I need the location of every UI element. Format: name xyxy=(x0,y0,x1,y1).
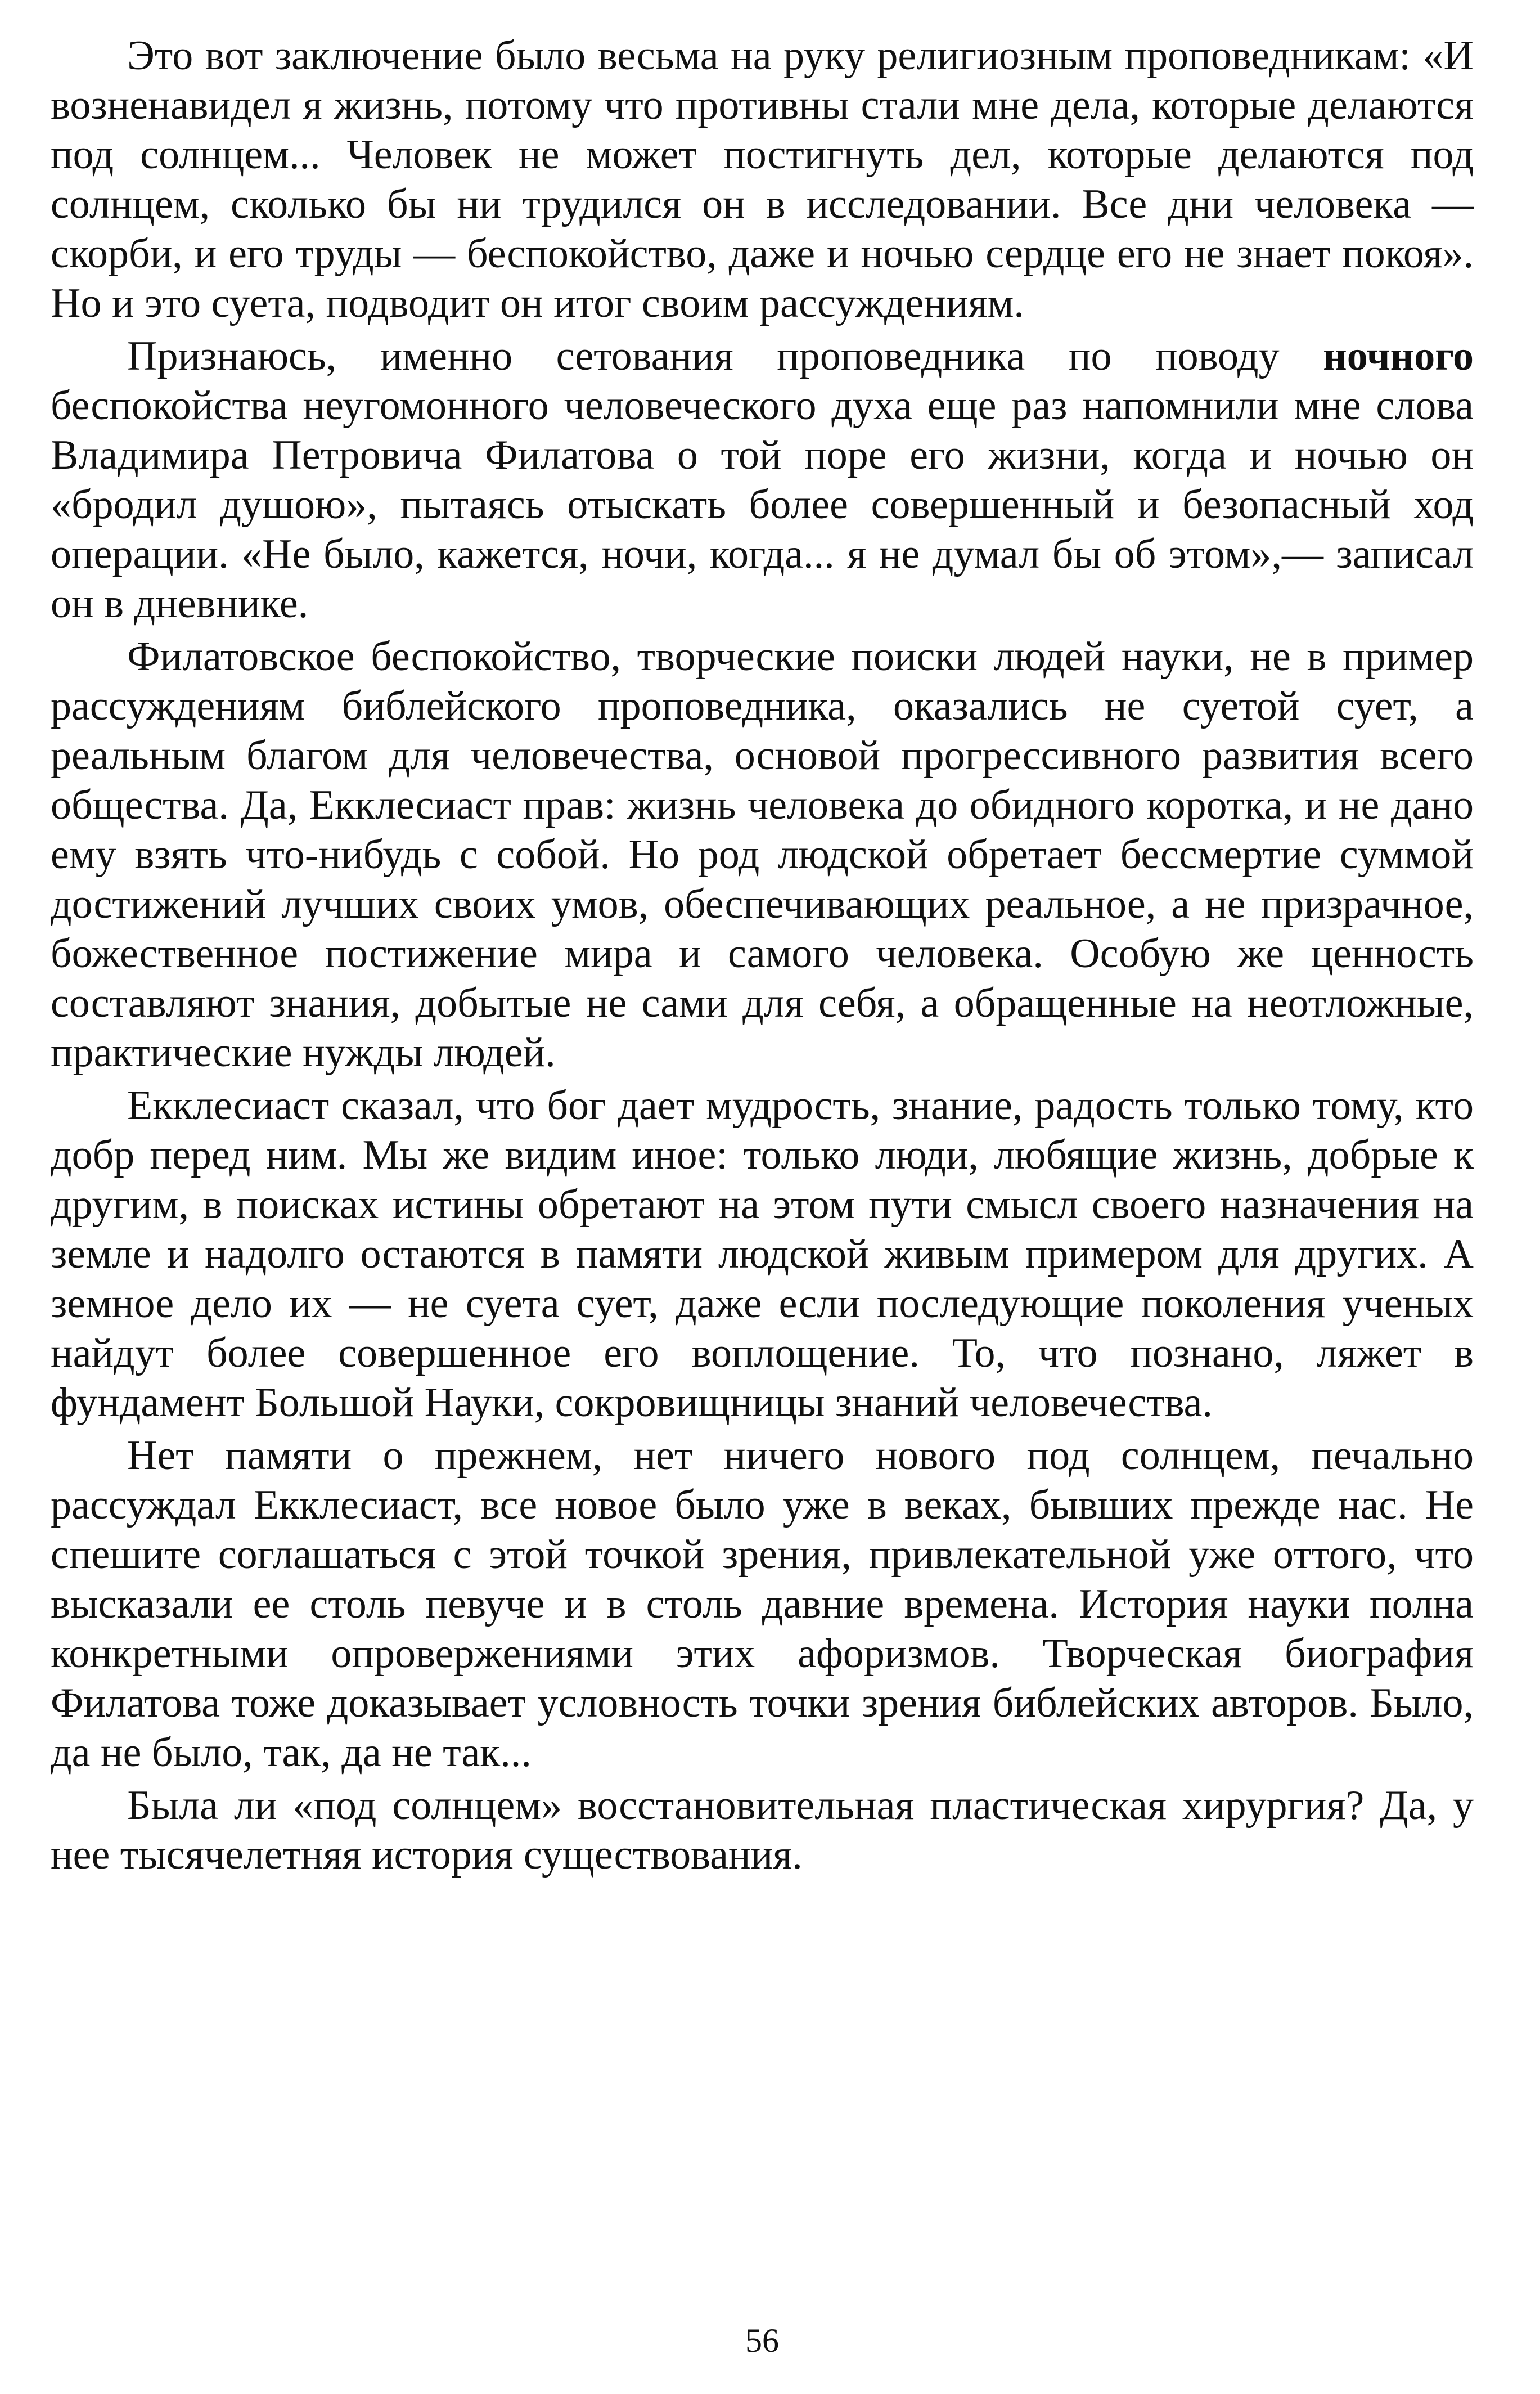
page-number: 56 xyxy=(745,2322,779,2359)
paragraph-2 xyxy=(51,331,1474,628)
bold-word: ночного xyxy=(1323,333,1474,379)
paragraph-3: Филатовское беспокойство, творческие поиски людей науки, не в пример рассуждениям библейского проповедника, оказались не суетой сует, а реальным благом для человечества, основой прогрессивного развития всего общества. Да, Екклесиаст прав: жизнь человека до обидного коротка, и не дано ему взять что-нибудь с собой. Но род людской обретает бессмертие суммой достижений лучших своих умов, обеспечивающих реальное, а не призрачное, божественное постижение мира и самого человека. Особую же ценность составляют знания, добытые не сами для себя, а обращенные на неотложные, практические нужды людей. xyxy=(51,634,1474,1076)
paragraph-2-end: беспокойства неугомонного человеческого духа еще раз напомнили мне слова Владимира Петровича Филатова о той поре его жизни, когда и ночью он «бродил душою», пытаясь отыскать более совершенный и безопасный ход операции. «Не было, кажется, ночи, когда... я не думал бы об этом»,— записал он в дневнике. xyxy=(51,383,1474,627)
book-page xyxy=(51,31,1474,2360)
paragraph-1: Это вот заключение было весьма на руку религиозным проповедникам: «И возненавидел я жизнь, потому что противны стали мне дела, которые делаются под солнцем... Человек не может постигнуть дел, которые делаются под солнцем, сколько бы ни трудился он в исследовании. Все дни человека — скорби, и его труды — беспокойство, даже и ночью сердце его не знает покоя». Но и это суета, подводит он итог своим рассуждениям. xyxy=(51,33,1474,326)
paragraph-2-start: Признаюсь, именно сетования проповедника по поводу xyxy=(127,333,1323,379)
paragraph-4: Екклесиаст сказал, что бог дает мудрость, знание, радость только тому, кто добр перед ним. Мы же видим иное: только люди, любящие жизнь, добрые к другим, в поисках истины обретают на этом пути смысл своего назначения на земле и надолго остаются в памяти людской живым примером для других. А земное дело их — не суета сует, даже если последующие поколения ученых найдут более совершенное его воплощение. То, что познано, ляжет в фундамент Большой Науки, сокровищницы знаний человечества. xyxy=(51,1083,1474,1426)
paragraph-5: Нет памяти о прежнем, нет ничего нового под солнцем, печально рассуждал Екклесиаст, все новое было уже в веках, бывших прежде нас. Не спешите соглашаться с этой точкой зрения, привлекательной уже оттого, что высказали ее столь певуче и в столь давние времена. История науки полна конкретными опровержениями этих афоризмов. Творческая биография Филатова тоже доказывает условность точки зрения библейских авторов. Было, да не было, так, да не так... xyxy=(51,1432,1474,1776)
paragraph-6: Была ли «под солнцем» восстановительная пластическая хирургия? Да, у нее тысячелетняя история существования. xyxy=(51,1782,1474,1878)
